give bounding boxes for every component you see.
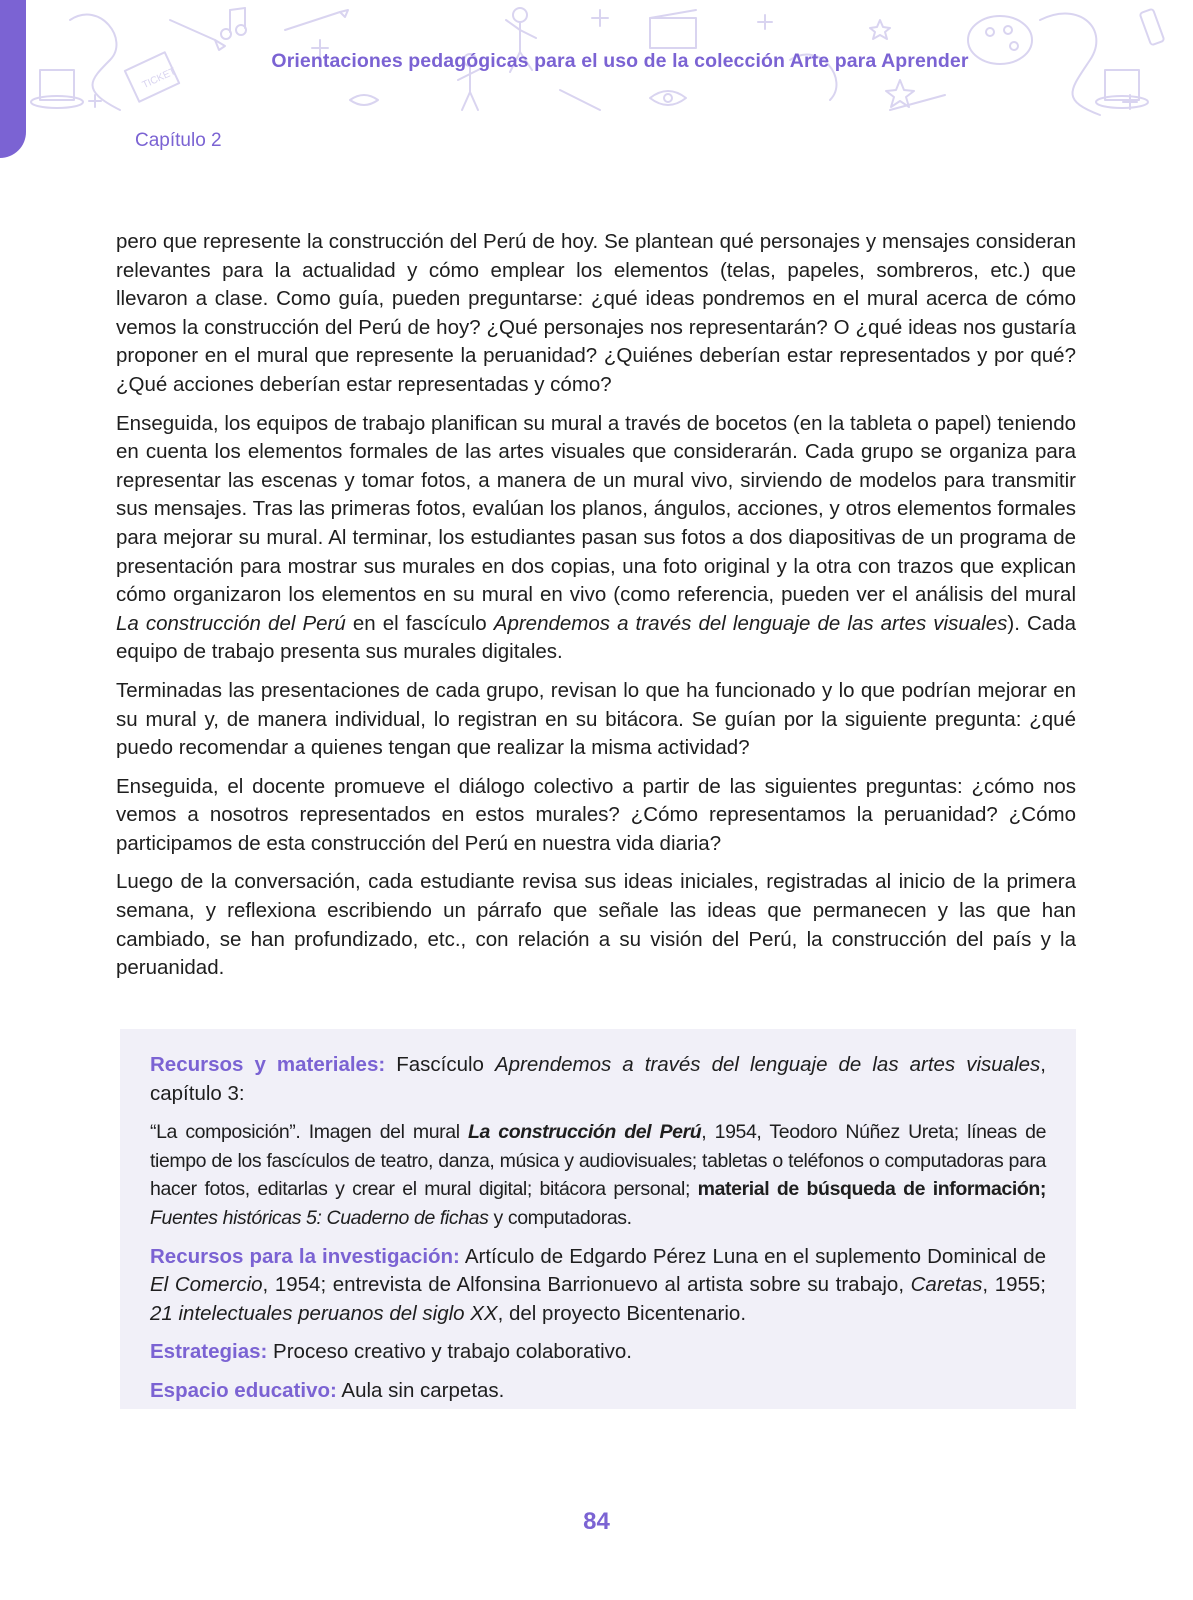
resources-text: “La composición”. Imagen del mural	[150, 1121, 468, 1144]
paragraph-2-text: Enseguida, los equipos de trabajo planifican su mural a través de bocetos (en la tableta o papel) teniendo en cuenta los elementos formales de las artes visuales que considerarán. Cada grupo se organiza para representar las escenas y tomar fotos, a manera de un mural vivo, sirviendo de modelos para transmitir sus mensajes. Tras las primeras fotos, evalúan los planos, ángulos, acciones, y otros elementos formales para mejorar su mural. Al terminar, los estudiantes pasan sus fotos a dos diapositivas de un programa de presentación para mostrar sus murales en dos copias, una foto original y la otra con trazos que explican cómo organizaron los elementos en su mural en vivo (como referencia, pueden ver el análisis del mural	[116, 411, 1076, 607]
mural-title-italic: La construcción del Perú	[116, 611, 346, 635]
resources-text: y computadoras.	[488, 1206, 632, 1229]
resources-box	[120, 1029, 1076, 1409]
resources-text-bold: material de búsqueda de información;	[697, 1178, 1046, 1201]
chapter-label: Capítulo 2	[135, 130, 222, 151]
paint-tube-icon	[1140, 9, 1165, 46]
paragraph-2-text: en el fascículo	[345, 611, 494, 635]
resources-text-italic: Aprendemos a través del lenguaje de las artes visuales	[494, 1053, 1041, 1076]
research-text: , del proyecto Bicentenario.	[497, 1301, 747, 1325]
film-clapper-icon	[650, 10, 696, 48]
booklet-title-italic: Aprendemos a través del lenguaje de las artes visuales	[493, 611, 1008, 635]
research-resources	[150, 1243, 1046, 1329]
eye-icon	[350, 91, 686, 105]
paragraph-2	[116, 410, 1076, 667]
research-text-italic: El Comercio	[150, 1273, 263, 1297]
resources-materials	[150, 1051, 1046, 1108]
resources-text: Fascículo	[385, 1053, 495, 1076]
top-hat-icon	[1096, 70, 1148, 108]
main-body-text	[116, 228, 1076, 993]
paragraph-1: pero que represente la construcción del Perú de hoy. Se plantean qué personajes y mensajes consideran relevantes para la actualidad y cómo emplear los elementos (telas, papeles, sombreros, etc.) que llevaron a clase. Como guía, pueden preguntarse: ¿qué ideas pondremos en el mural acerca de cómo vemos la construcción del Perú de hoy? ¿Qué personajes nos representarán? O ¿qué ideas nos gustaría proponer en el mural que represente la peruanidad? ¿Quiénes deberían estar representados y por qué? ¿Qué acciones deberían estar representadas y cómo?	[116, 230, 1076, 396]
research-text: , 1955;	[982, 1273, 1046, 1297]
research-resources-label: Recursos para la investigación:	[150, 1244, 460, 1268]
page-header-title: Orientaciones pedagógicas para el uso de la colección Arte para Aprender	[271, 50, 969, 72]
resources-box-content	[150, 1051, 1046, 1416]
page-number: 84	[583, 1508, 610, 1535]
paragraph-2-text: ). Cada equipo de trabajo presenta sus murales digitales.	[116, 611, 1076, 664]
research-text: Artículo de Edgardo Pérez Luna en el suplemento Dominical de	[459, 1244, 1046, 1268]
pencil-icon	[285, 10, 348, 30]
resources-text-italic: Fuentes históricas 5: Cuaderno de fichas	[150, 1206, 489, 1229]
resources-text: , capítulo 3:	[150, 1053, 1046, 1105]
educational-space-text: Aula sin carpetas.	[336, 1378, 505, 1402]
svg-text:TICKET: TICKET	[140, 66, 178, 92]
paragraph-4: Enseguida, el docente promueve el diálogo colectivo a partir de las siguientes preguntas: ¿cómo nos vemos a nosotros representados en estos murales? ¿Cómo representamos la peruanidad? ¿Cómo participamos de esta construcción del Perú en nuestra vida diaria?	[116, 774, 1076, 855]
research-text-italic: Caretas	[910, 1273, 983, 1297]
educational-space-label: Espacio educativo:	[150, 1378, 337, 1402]
research-text: , 1954; entrevista de Alfonsina Barrionuevo al artista sobre su trabajo,	[262, 1273, 911, 1297]
mural-title-bold-italic: La construcción del Perú	[467, 1121, 702, 1144]
resources-text: , 1954, Teodoro Núñez Ureta; líneas de tiempo de los fascículos de teatro, danza, música y audiovisuales; tabletas o teléfonos o computadoras para hacer fotos, editarlas y crear el mural digital; bitácora personal;	[150, 1121, 1047, 1201]
paintbrush-icon	[170, 20, 225, 50]
educational-space	[150, 1377, 1046, 1406]
strategies	[150, 1338, 1046, 1367]
strategies-label: Estrategias:	[150, 1340, 268, 1364]
paragraph-3: Terminadas las presentaciones de cada grupo, revisan lo que ha funcionado y lo que podrían mejorar en su mural y, de manera individual, lo registran en su bitácora. Se guían por la siguiente pregunta: ¿qué puedo recomendar a quienes tengan que realizar la misma actividad?	[116, 678, 1076, 760]
strategies-text: Proceso creativo y trabajo colaborativo.	[267, 1340, 632, 1364]
paragraph-5: Luego de la conversación, cada estudiante revisa sus ideas iniciales, registradas al inicio de la primera semana, y reflexiona escribiendo un párrafo que señale las ideas que permanecen y las que han cambiado, se han profundizado, etc., con relación a su visión del Perú, la construcción del país y la peruanidad.	[116, 870, 1076, 980]
resources-materials-label: Recursos y materiales:	[150, 1053, 386, 1076]
top-hat-icon	[31, 70, 83, 108]
chapter-side-tab	[0, 0, 26, 158]
resources-materials-continued	[150, 1118, 1046, 1232]
research-text-italic: 21 intelectuales peruanos del siglo XX	[150, 1301, 498, 1325]
music-note-icon	[221, 8, 246, 39]
